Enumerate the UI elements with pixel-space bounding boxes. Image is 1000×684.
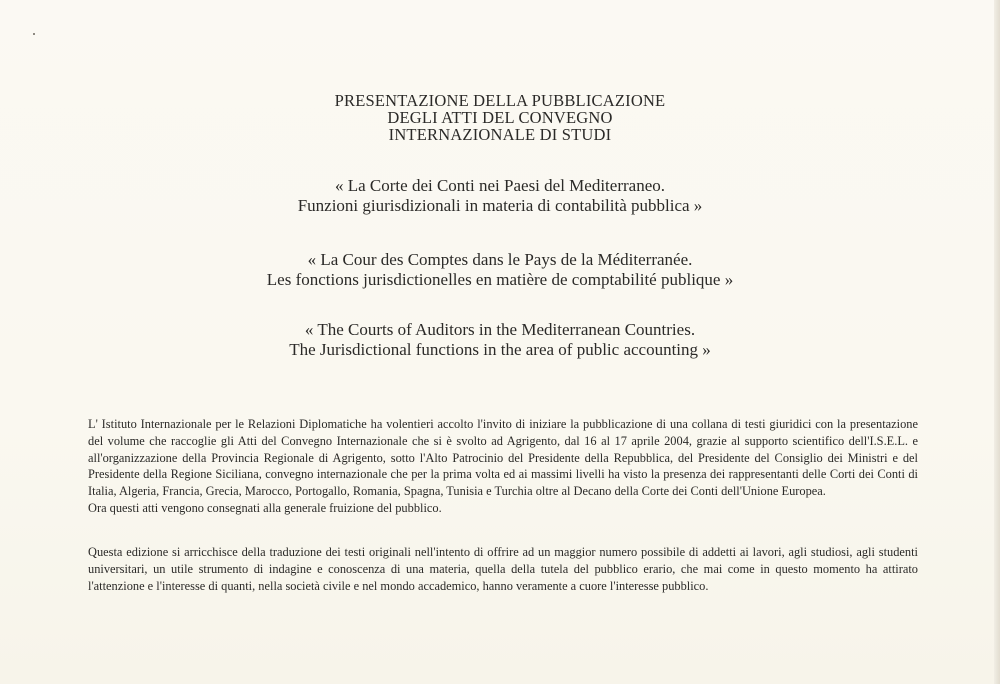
heading-line-1: PRESENTAZIONE DELLA PUBBLICAZIONE bbox=[334, 91, 666, 110]
body-paragraph-1 bbox=[88, 416, 918, 517]
title-english-line-1: « The Courts of Auditors in the Mediterranean Countries. bbox=[304, 320, 696, 339]
body-paragraph-1-text: L' Istituto Internazionale per le Relazioni Diplomatiche ha volentieri accolto l'invito di iniziare la pubblicazione di una collana di testi giuridici con la presentazione del volume che raccoglie gli Atti del Convegno Internazionale che si è svolto ad Agrigento, dal 16 al 17 aprile 2004, grazie al supporto scientifico dell'I.S.E.L. e all'organizzazione della Provincia Regionale di Agrigento, sotto l'Alto Patrocinio del Presidente della Repubblica, del Presidente del Consiglio dei Ministri e del Presidente della Regione Siciliana, convegno internazionale che per la prima volta ed ai massimi livelli ha visto la presenza dei rappresentanti delle Corti dei Conti di Italia, Algeria, Francia, Grecia, Marocco, Portogallo, Romania, Spagna, Tunisia e Turchia oltre al Decano della Corte dei Conti dell'Unione Europea. bbox=[88, 417, 918, 499]
title-italian-line-2: Funzioni giurisdizionali in materia di contabilità pubblica » bbox=[297, 196, 703, 215]
title-italian-line-1: « La Corte dei Conti nei Paesi del Mediterraneo. bbox=[335, 176, 665, 195]
title-italian bbox=[0, 176, 1000, 216]
body-paragraph-1-closing: Ora questi atti vengono consegnati alla generale fruizione del pubblico. bbox=[88, 500, 442, 515]
title-english-line-2: The Jurisdictional functions in the area of public accounting » bbox=[289, 340, 711, 359]
title-english bbox=[0, 320, 1000, 360]
title-french-line-2: Les fonctions jurisdictionelles en matière de comptabilité publique » bbox=[266, 270, 734, 289]
body-paragraph-2 bbox=[88, 544, 918, 594]
heading-line-2: DEGLI ATTI DEL CONVEGNO bbox=[387, 108, 613, 127]
document-heading bbox=[0, 92, 1000, 143]
title-french-line-1: « La Cour des Comptes dans le Pays de la Méditerranée. bbox=[307, 250, 693, 269]
body-paragraph-2-text: Questa edizione si arricchisce della traduzione dei testi originali nell'intento di offrire ad un maggior numero possibile di addetti ai lavori, agli studiosi, agli studenti universitari, un utile strumento di indagine e conoscenza di una materia, quella della tutela del pubblico erario, che mai come in questo momento ha attirato l'attenzione e l'interesse di quanti, nella società civile e nel mondo accademico, hanno veramente a cuore l'interesse pubblico. bbox=[88, 545, 918, 593]
paper-speck bbox=[33, 33, 35, 35]
heading-line-3: INTERNAZIONALE DI STUDI bbox=[388, 125, 612, 144]
title-french bbox=[0, 250, 1000, 290]
